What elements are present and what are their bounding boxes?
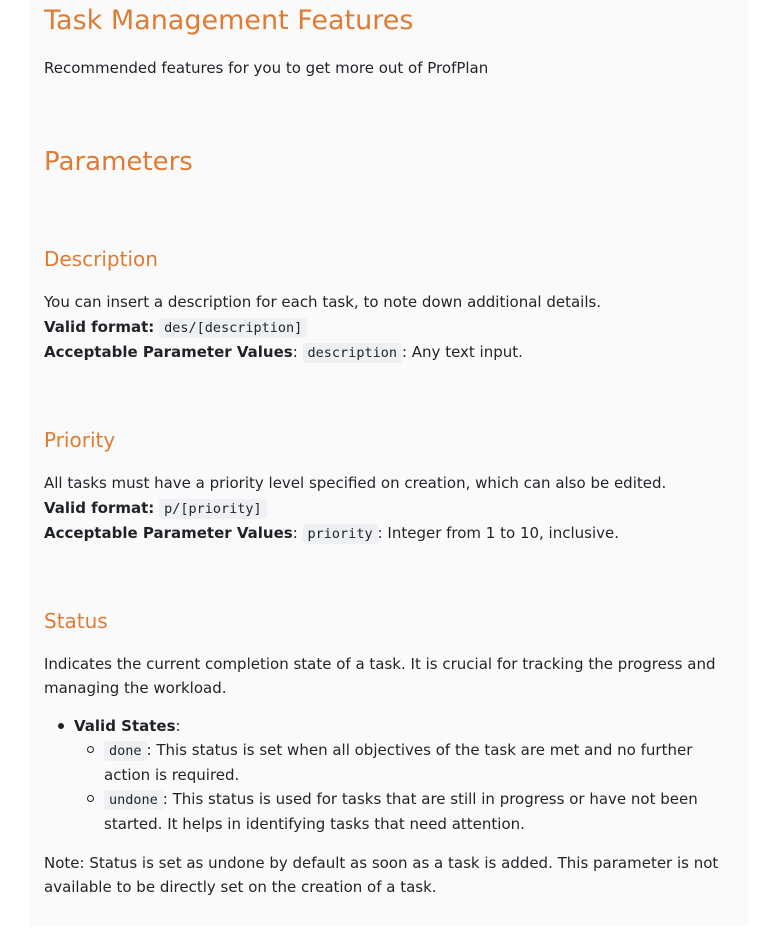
priority-values-label: Acceptable Parameter Values xyxy=(44,524,293,542)
state-item-undone xyxy=(74,787,734,836)
description-values xyxy=(44,340,523,365)
description-format-label: Valid format: xyxy=(44,318,155,336)
state-done-code: done xyxy=(104,741,147,761)
description-text: You can insert a description for each task, to note down additional details. xyxy=(44,293,602,311)
description-values-text: : Any text input. xyxy=(401,343,523,361)
document-page xyxy=(30,0,748,925)
priority-format-label: Valid format: xyxy=(44,499,155,517)
status-text: Indicates the current completion state of a task. It is crucial for tracking the progress and managing the workload. xyxy=(44,655,716,697)
valid-states-sublist xyxy=(74,738,734,836)
priority-values-sep: : xyxy=(292,524,298,542)
status-list xyxy=(44,714,734,836)
state-undone-code: undone xyxy=(104,790,163,810)
page-title: Task Management Features xyxy=(44,5,414,36)
intro-text: Recommended features for you to get more out of ProfPlan xyxy=(44,59,489,77)
valid-states-label: Valid States xyxy=(74,717,176,735)
description-values-sep: : xyxy=(292,343,298,361)
state-undone-text: : This status is used for tasks that are still in progress or have not been started. It helps in identifying tasks that need attention. xyxy=(104,790,698,833)
priority-heading: Priority xyxy=(44,428,116,452)
description-values-code: description xyxy=(303,343,402,363)
description-format-code: des/[description] xyxy=(159,318,307,338)
valid-states-item xyxy=(44,714,734,836)
status-note: Note: Status is set as undone by default as soon as a task is added. This parameter is not available to be directly set on the creation of a task. xyxy=(44,854,719,896)
state-done-text: : This status is set when all objectives of the task are met and no further action is required. xyxy=(104,741,693,784)
priority-text: All tasks must have a priority level specified on creation, which can also be edited. xyxy=(44,474,667,492)
state-item-done xyxy=(74,738,734,787)
priority-values xyxy=(44,521,619,546)
priority-values-text: : Integer from 1 to 10, inclusive. xyxy=(377,524,620,542)
description-heading: Description xyxy=(44,247,158,271)
status-heading: Status xyxy=(44,609,108,633)
priority-values-code: priority xyxy=(303,524,378,544)
description-values-label: Acceptable Parameter Values xyxy=(44,343,293,361)
priority-format xyxy=(44,496,267,521)
parameters-heading: Parameters xyxy=(44,147,193,177)
description-format xyxy=(44,315,307,340)
priority-format-code: p/[priority] xyxy=(159,499,267,519)
valid-states-sep: : xyxy=(175,717,181,735)
